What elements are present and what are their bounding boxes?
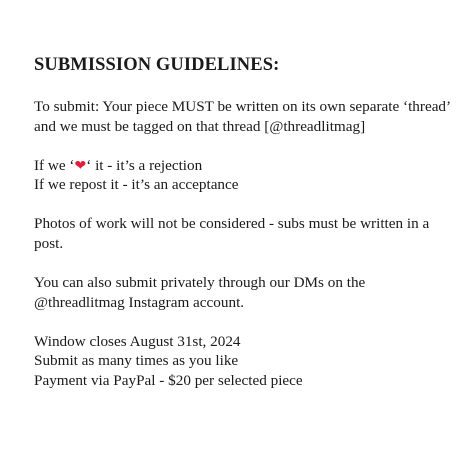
submit-instructions-text: To submit: Your piece MUST be written on its own separate ‘thread’ and we must be tagged on that thread [@threadlitmag] [34,98,450,135]
rejection-prefix: If we ‘ [34,156,75,174]
private-submission-text: You can also submit privately through our DMs on the @threadlitmag Instagram account. [34,274,366,311]
frequency-line: Submit as many times as you like [34,352,239,370]
submit-instructions [34,97,454,136]
rejection-suffix: ‘ it - it’s a rejection [86,156,203,174]
photos-policy-text: Photos of work will not be considered - subs must be written in a post. [34,215,430,252]
red-heart-icon: ❤ [74,157,87,174]
private-submission [34,273,454,312]
response-meanings [34,156,454,195]
photos-policy [34,214,454,253]
page-title: SUBMISSION GUIDELINES: [34,55,280,75]
window-close-line: Window closes August 31st, 2024 [34,332,241,350]
submission-details [34,332,454,391]
guidelines-page [34,54,454,410]
rejection-line [34,156,454,176]
payment-line: Payment via PayPal - $20 per selected piece [34,371,303,389]
acceptance-line: If we repost it - it’s an acceptance [34,176,239,194]
